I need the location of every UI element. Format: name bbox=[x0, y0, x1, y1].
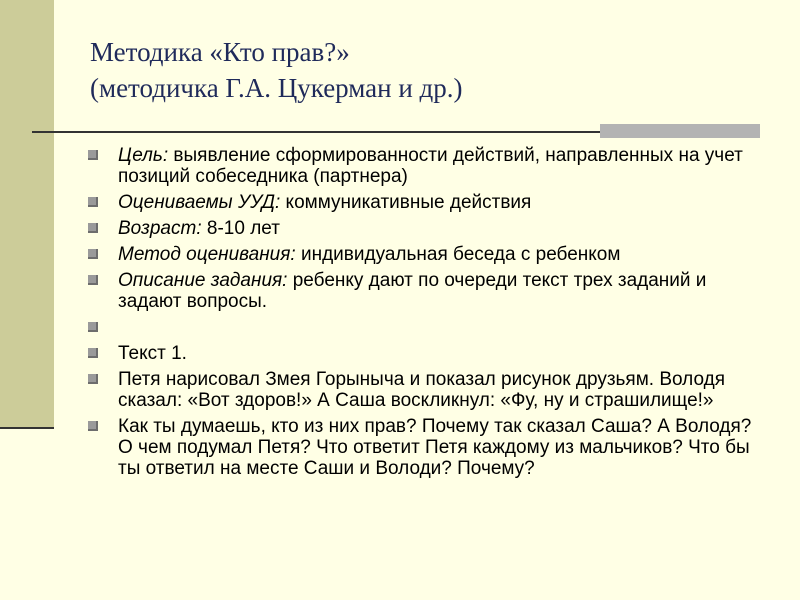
bullet-goal bbox=[88, 145, 758, 187]
bullet-text: выявление сформированности действий, направленных на учет позиций собеседника (партнера) bbox=[118, 145, 743, 187]
bullet-age bbox=[88, 218, 758, 239]
bullet-text-1-heading bbox=[88, 343, 758, 364]
bullet-assessed-skills bbox=[88, 192, 758, 213]
bullet-text: Текст 1. bbox=[118, 343, 187, 364]
square-bullet-icon bbox=[88, 421, 98, 431]
bullet-questions bbox=[88, 416, 758, 479]
square-bullet-icon bbox=[88, 348, 98, 358]
square-bullet-icon bbox=[88, 249, 98, 259]
left-accent-underline bbox=[0, 427, 54, 429]
bullet-text: 8-10 лет bbox=[201, 218, 280, 239]
divider-accent-block bbox=[600, 124, 760, 138]
bullet-text: Как ты думаешь, кто из них прав? Почему так сказал Саша? А Володя? О чем подумал Петя? Что ответит Петя каждому из мальчиков? Что бы ты ответил на месте Саши и Володи? Почему? bbox=[118, 416, 752, 479]
bullet-task-description bbox=[88, 270, 758, 312]
bullet-label: Метод оценивания: bbox=[118, 244, 296, 265]
bullet-text: ребенку дают по очереди текст трех заданий и задают вопросы. bbox=[118, 270, 707, 312]
square-bullet-icon bbox=[88, 374, 98, 384]
bullet-method bbox=[88, 244, 758, 265]
bullet-text: Петя нарисовал Змея Горыныча и показал рисунок друзьям. Володя сказал: «Вот здоров!» А Саша воскликнул: «Фу, ну и страшилище!» bbox=[118, 369, 725, 411]
bullet-text: коммуникативные действия bbox=[280, 192, 532, 213]
square-bullet-icon bbox=[88, 150, 98, 160]
bullet-label: Возраст: bbox=[118, 218, 202, 239]
left-accent-bar bbox=[0, 0, 54, 428]
square-bullet-icon bbox=[88, 223, 98, 233]
bullet-label: Цель: bbox=[118, 145, 169, 166]
bullet-label: Оцениваемы УУД: bbox=[118, 192, 281, 213]
slide-title bbox=[90, 34, 770, 106]
bullet-empty bbox=[88, 317, 758, 338]
slide-title-line-1: Методика «Кто прав?» bbox=[90, 37, 350, 67]
bullet-story bbox=[88, 369, 758, 411]
bullet-text: индивидуальная беседа с ребенком bbox=[295, 244, 621, 265]
bullet-list bbox=[88, 145, 758, 484]
square-bullet-icon bbox=[88, 197, 98, 207]
slide-title-line-2: (методичка Г.А. Цукерман и др.) bbox=[90, 73, 463, 103]
bullet-label: Описание задания: bbox=[118, 270, 288, 291]
square-bullet-icon bbox=[88, 275, 98, 285]
square-bullet-icon bbox=[88, 322, 98, 332]
